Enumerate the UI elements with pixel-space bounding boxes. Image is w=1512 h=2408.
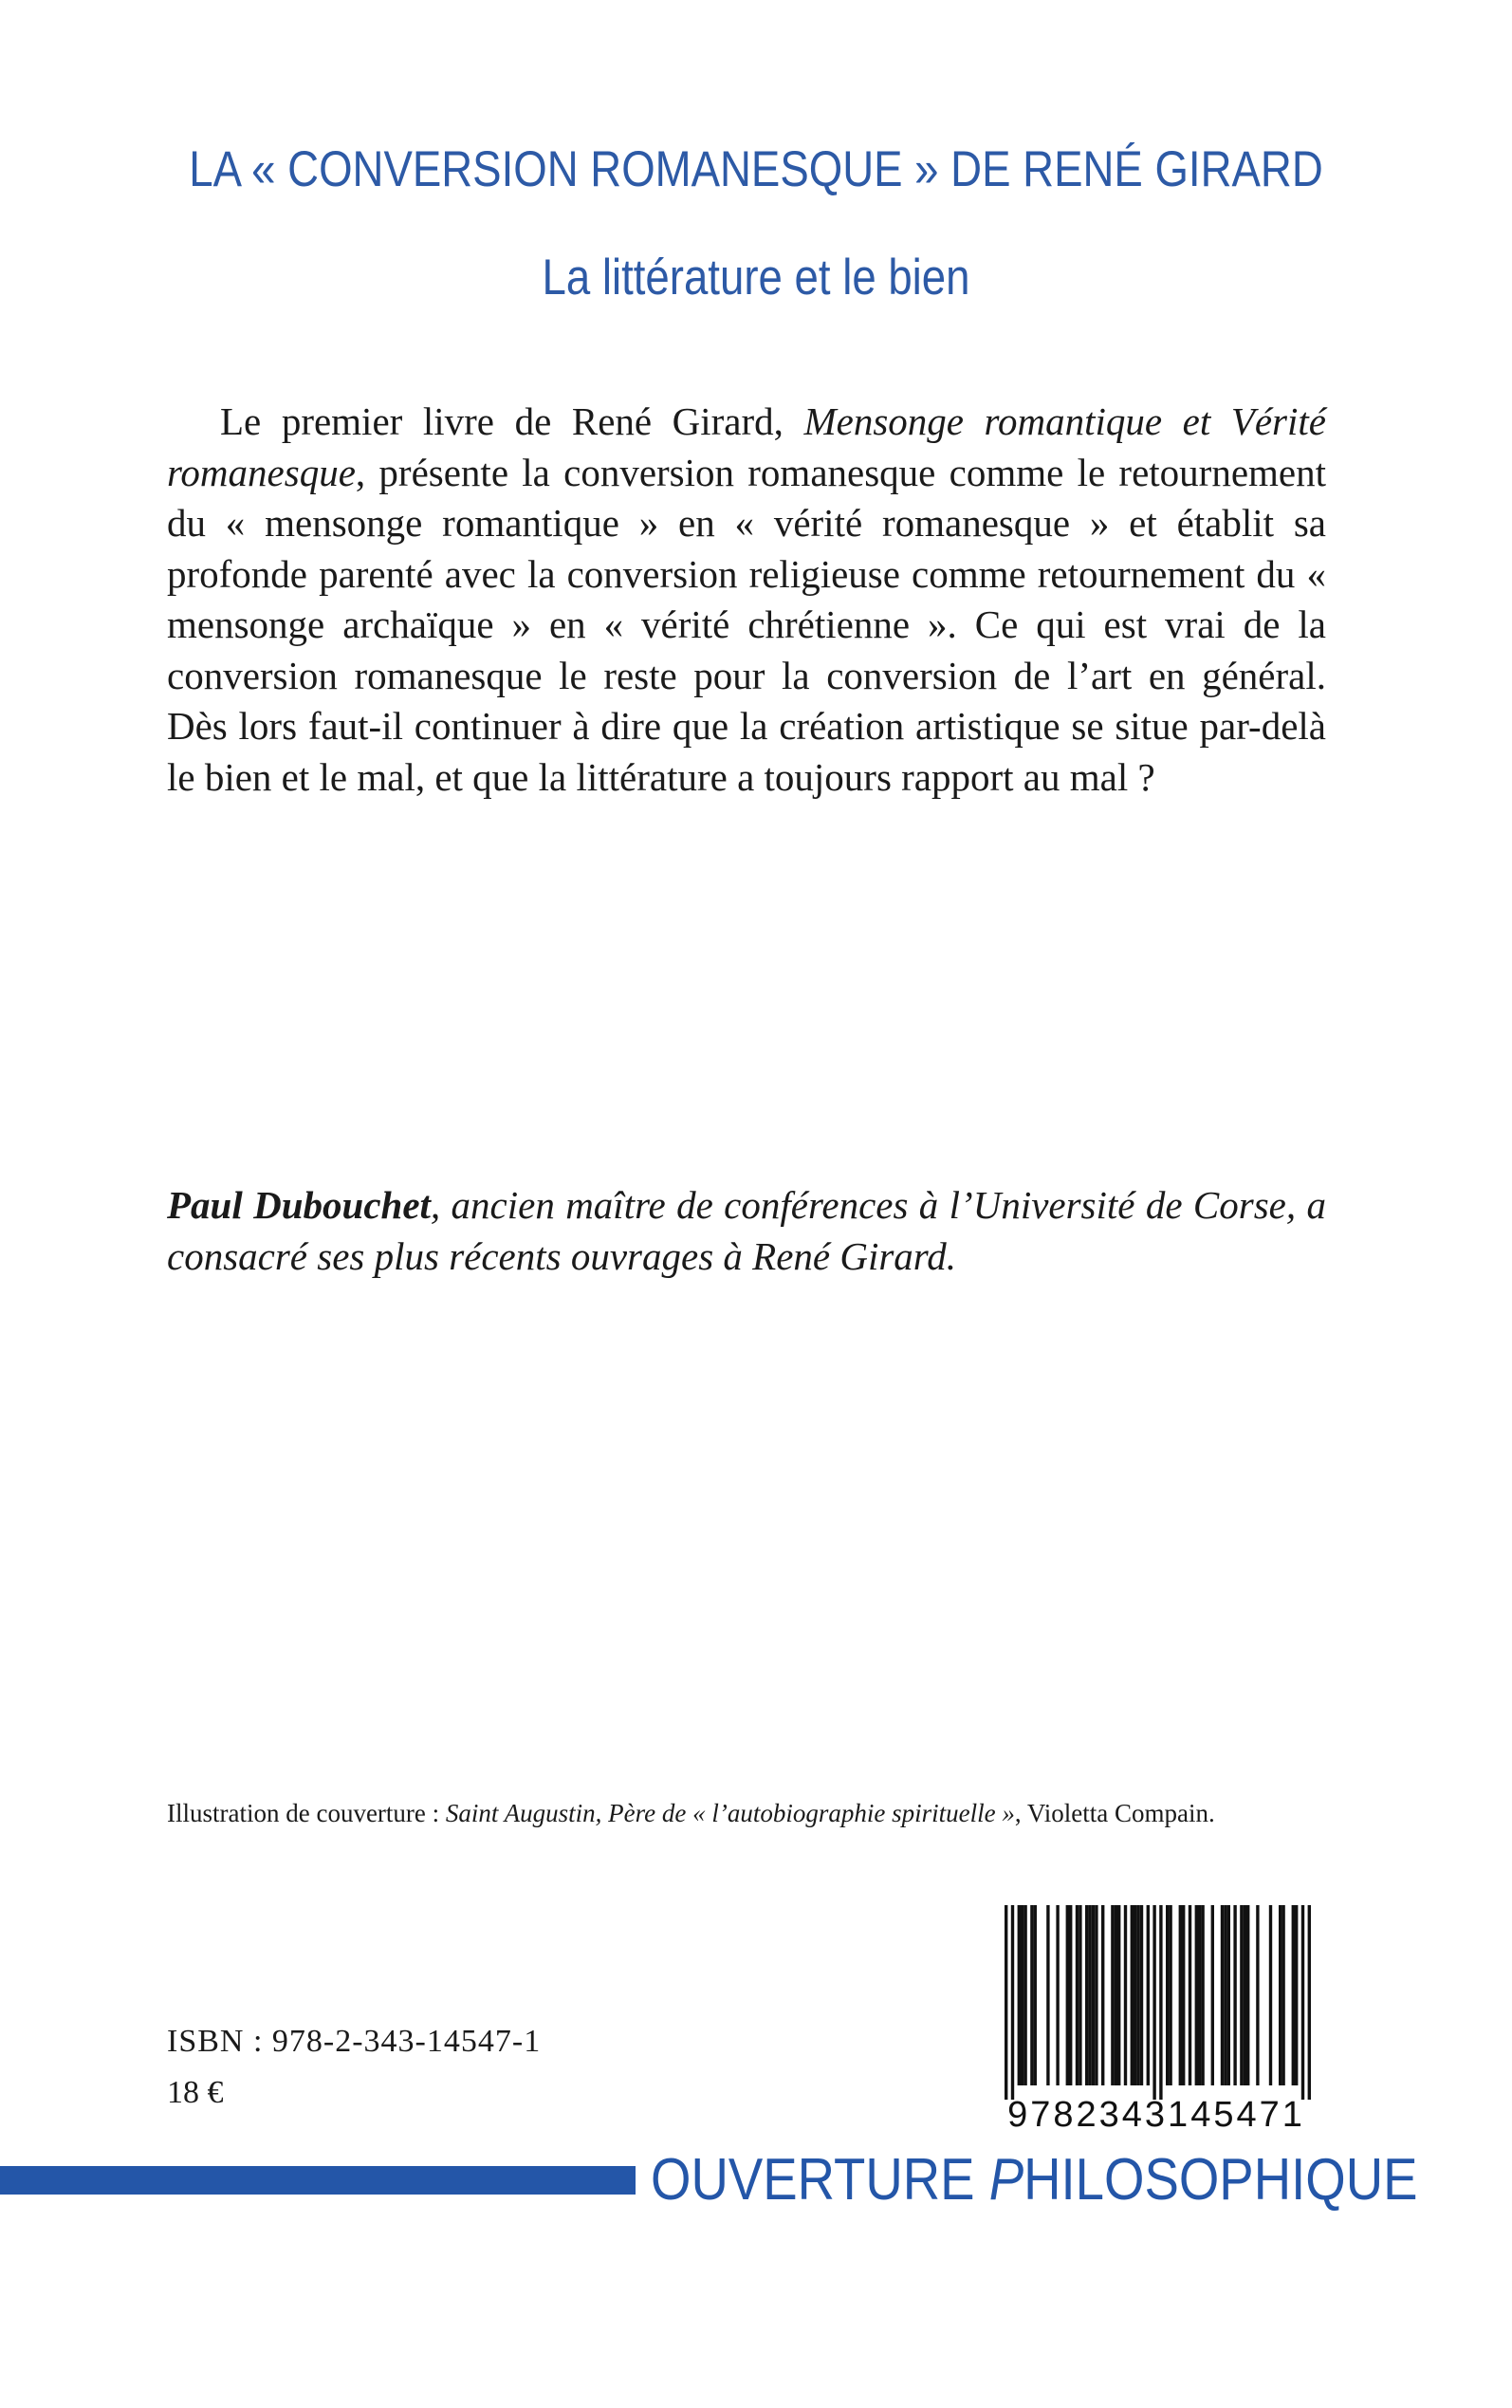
author-name: Paul Dubouchet	[167, 1183, 431, 1227]
barcode-bar	[1011, 1905, 1014, 2100]
barcode-bar	[1030, 1905, 1033, 2085]
barcode-bar	[1076, 1905, 1079, 2085]
credit-artist: , Violetta Compain.	[1014, 1799, 1215, 1827]
barcode-bar	[1147, 1905, 1150, 2085]
author-bio	[167, 1180, 1326, 1282]
barcode-bar	[1092, 1905, 1095, 2085]
blurb-paragraph	[167, 397, 1326, 803]
barcode	[978, 1905, 1335, 2148]
barcode-bar	[1117, 1905, 1120, 2085]
barcode-bar	[1198, 1905, 1201, 2085]
barcode-bar	[1085, 1905, 1088, 2085]
barcode-bar	[1079, 1905, 1081, 2085]
barcode-bar	[1233, 1905, 1236, 2085]
book-title: LA « CONVERSION ROMANESQUE » DE RENÉ GIRARD	[189, 141, 1323, 197]
blurb-text-start: Le premier livre de René Girard,	[220, 399, 804, 443]
blurb-text-rest: , présente la conversion romanesque comme le retournement du « mensonge romantique » en « vérité romanesque » et établit sa profonde parenté avec la conversion religieuse comme retournement du « mensonge archaïque » en « vérité chrétienne ». Ce qui est vrai de la conversion romanesque le reste pour la conversion de l’art en général. Dès lors faut-il continuer à dire que la création artistique se situe par-delà le bien et le mal, et que la littérature a toujours rapport au mal ?	[167, 450, 1326, 799]
barcode-bar	[1134, 1905, 1136, 2085]
barcode-bar	[1166, 1905, 1169, 2085]
barcode-bar	[1201, 1905, 1204, 2085]
barcode-bar	[1124, 1905, 1127, 2085]
barcode-bar	[1189, 1905, 1191, 2085]
barcode-bar	[1115, 1905, 1117, 2085]
barcode-bar	[1179, 1905, 1182, 2085]
barcode-bar	[1240, 1905, 1243, 2085]
barcode-bar	[1023, 1905, 1026, 2085]
barcode-bar	[1244, 1905, 1246, 2085]
book-subtitle: La littérature et le bien	[542, 250, 970, 306]
barcode-bar	[1101, 1905, 1104, 2085]
isbn-text: ISBN : 978-2-343-14547-1	[167, 2024, 542, 2059]
barcode-bar	[1269, 1905, 1272, 2085]
credit-label: Illustration de couverture :	[167, 1799, 446, 1827]
barcode-bar	[1056, 1905, 1059, 2085]
barcode-bars	[978, 1905, 1335, 2100]
blurb-book-title: Mensonge romantique et Vérité romanesque	[167, 399, 1326, 494]
barcode-bar	[1018, 1905, 1021, 2085]
barcode-bar	[1088, 1905, 1091, 2085]
barcode-bar	[1227, 1905, 1230, 2085]
collection-name	[651, 2146, 1417, 2214]
barcode-bar	[1159, 1905, 1162, 2100]
barcode-bar	[1221, 1905, 1224, 2085]
barcode-digits: 9782343145471	[1007, 2095, 1305, 2135]
barcode-bar	[1246, 1905, 1249, 2085]
barcode-bar	[1211, 1905, 1214, 2085]
collection-word-1: OUVERTURE	[651, 2147, 989, 2213]
barcode-bar	[1136, 1905, 1139, 2085]
price-text: 18 €	[167, 2075, 224, 2110]
barcode-bar	[1140, 1905, 1143, 2085]
credit-work: Saint Augustin, Père de « l’autobiographie spirituelle »	[445, 1799, 1015, 1827]
barcode-bar	[1256, 1905, 1259, 2085]
barcode-bar	[1195, 1905, 1198, 2085]
barcode-bar	[1182, 1905, 1185, 2085]
barcode-bar	[1111, 1905, 1114, 2085]
barcode-bar	[1046, 1905, 1049, 2085]
cover-credit	[167, 1799, 1334, 1828]
barcode-bar	[1066, 1905, 1069, 2085]
barcode-bar	[1169, 1905, 1171, 2085]
collection-word-2: HILOSOPHIQUE	[1023, 2147, 1418, 2213]
barcode-bar	[1131, 1905, 1134, 2085]
barcode-bar	[1279, 1905, 1282, 2085]
barcode-bar	[1034, 1905, 1037, 2085]
barcode-bar	[1095, 1905, 1097, 2085]
barcode-bar	[1295, 1905, 1298, 2085]
barcode-bar	[1301, 1905, 1304, 2100]
collection-accent-bar	[0, 2166, 636, 2195]
barcode-bar	[1308, 1905, 1311, 2100]
collection-italic-p: P	[988, 2147, 1024, 2213]
barcode-bar	[1021, 1905, 1023, 2085]
barcode-bar	[1224, 1905, 1226, 2085]
barcode-bar	[1005, 1905, 1007, 2100]
barcode-bar	[1292, 1905, 1295, 2085]
author-bio-text: , ancien maître de conférences à l’Université de Corse, a consacré ses plus récents ouvrages à René Girard.	[167, 1183, 1327, 1278]
barcode-bar	[1282, 1905, 1284, 2085]
barcode-bar	[1152, 1905, 1155, 2100]
barcode-bar	[1069, 1905, 1072, 2085]
